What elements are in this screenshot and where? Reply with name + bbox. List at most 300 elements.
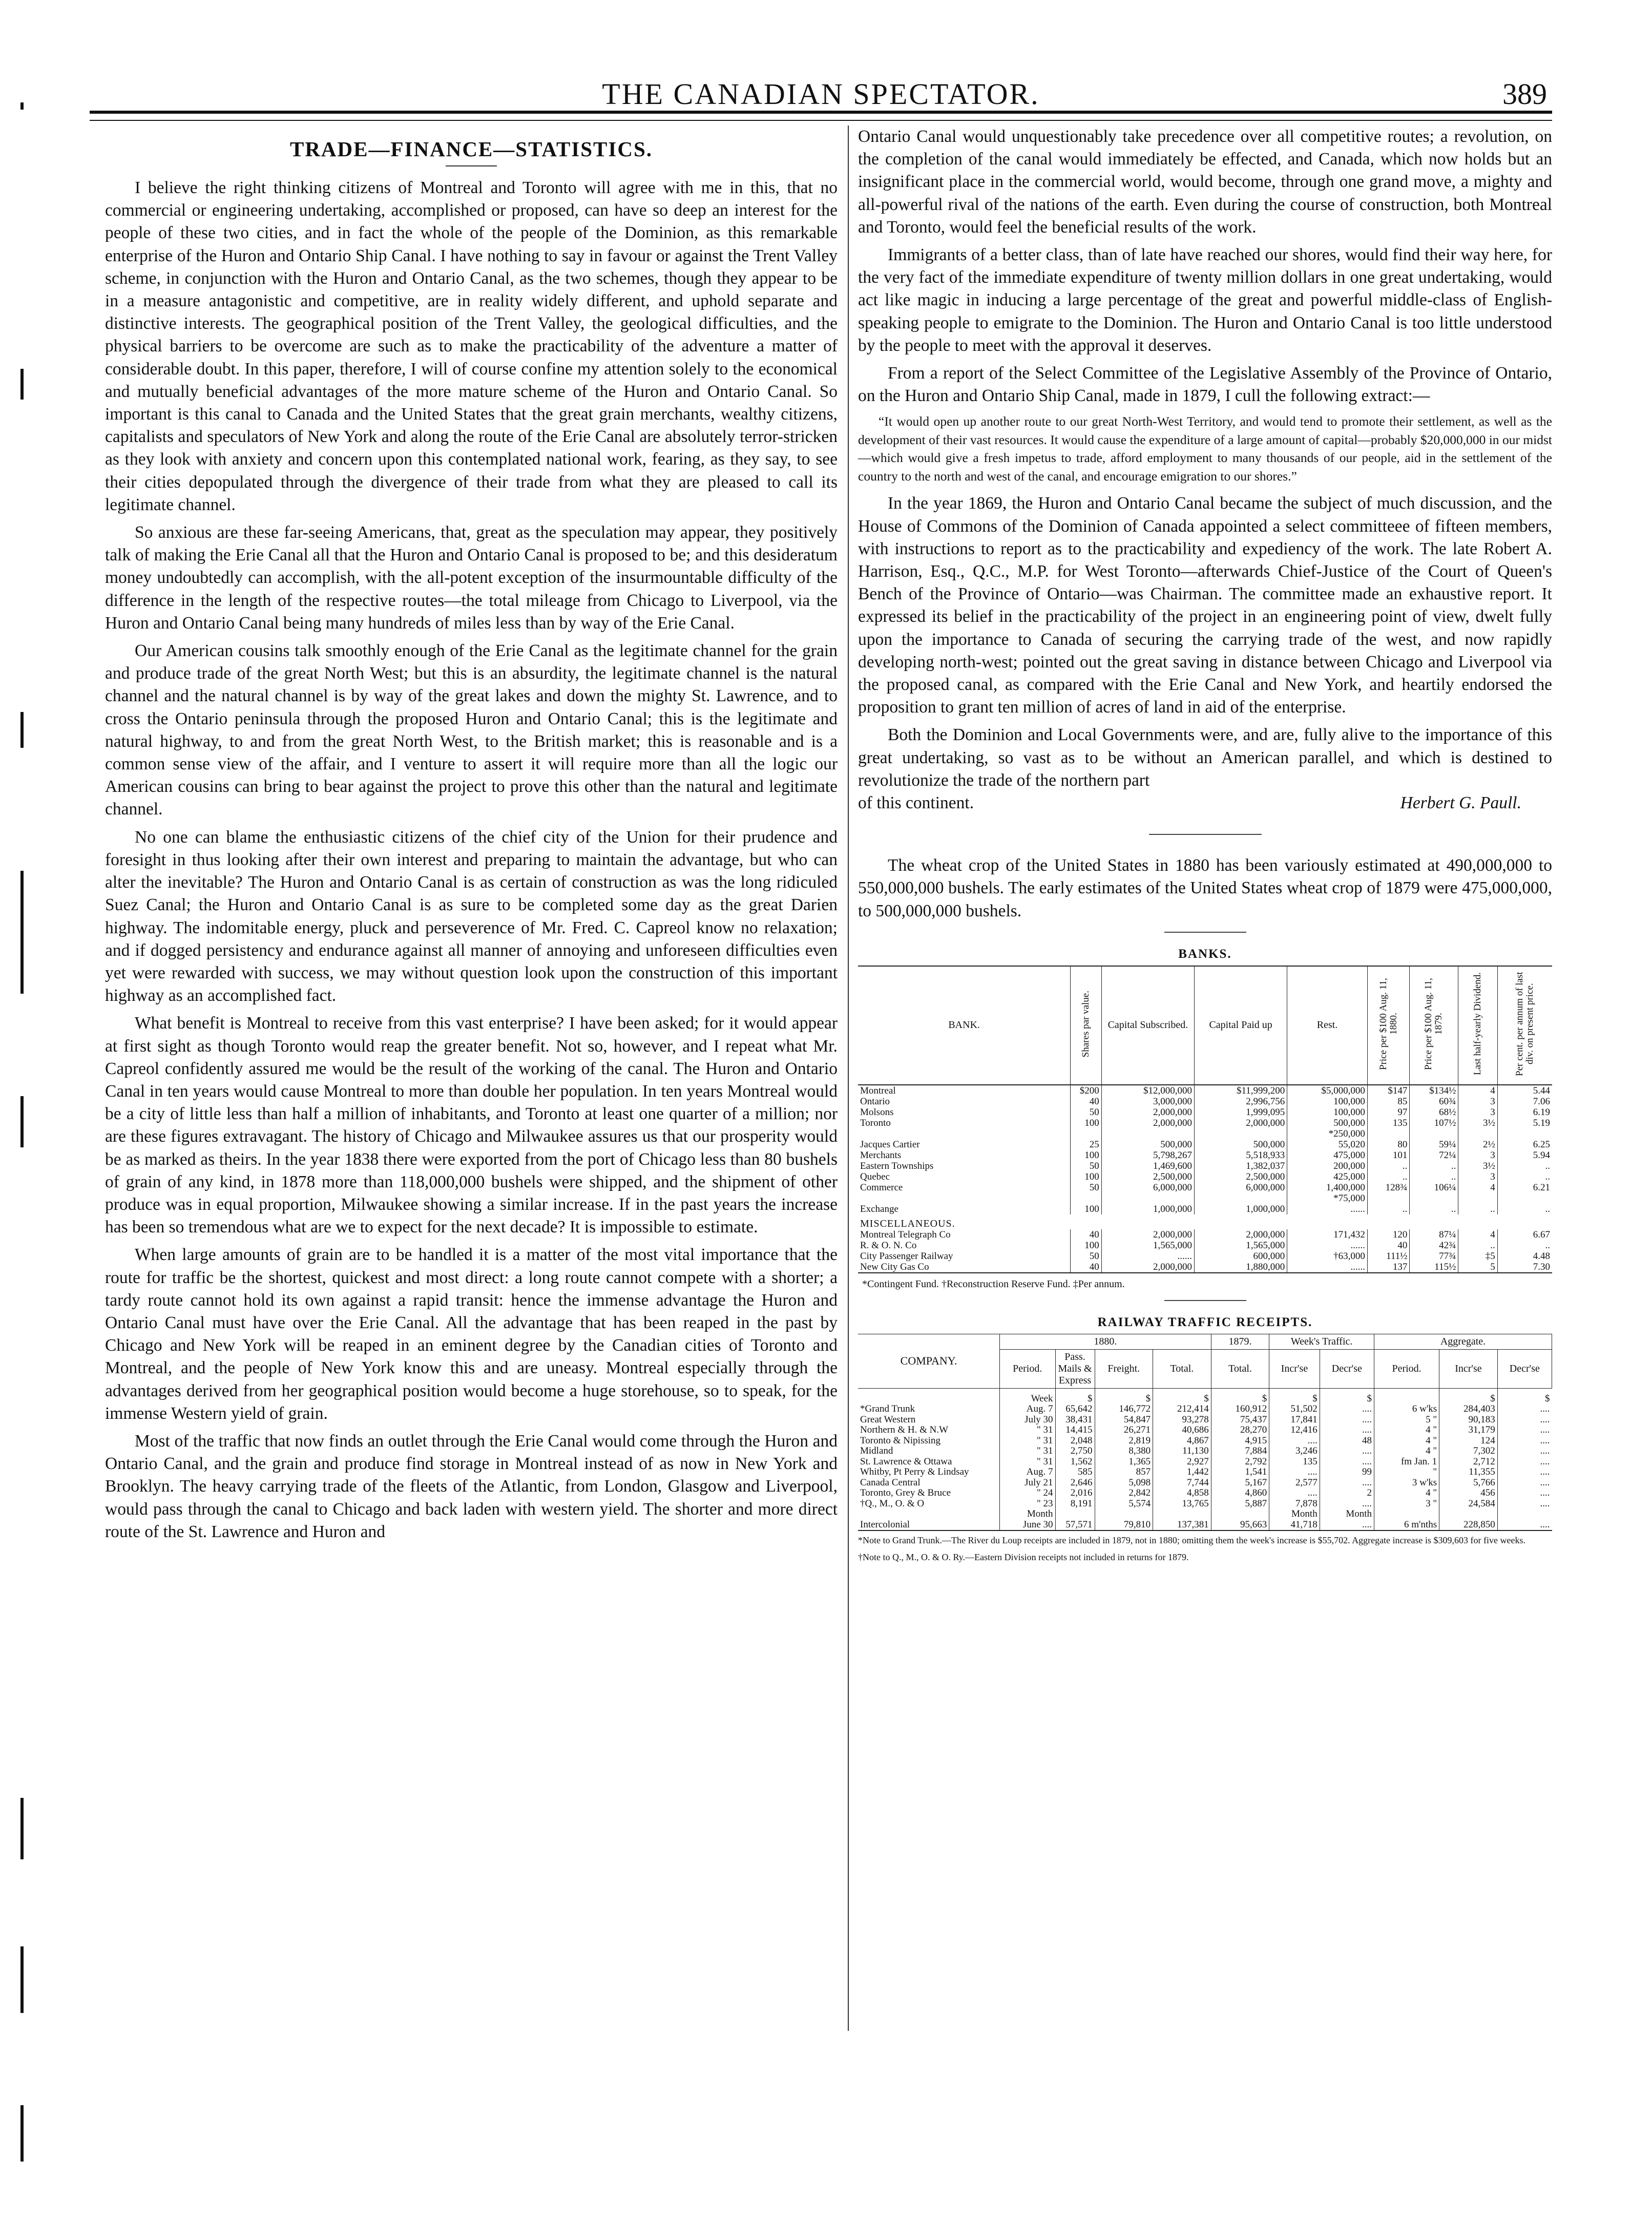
col-header-paid: Capital Paid up bbox=[1195, 966, 1287, 1085]
author-signature: Herbert G. Paull. bbox=[1400, 793, 1521, 813]
table-cell: 120 bbox=[1367, 1229, 1410, 1240]
table-cell: ‡5 bbox=[1458, 1251, 1497, 1262]
bank-row bbox=[858, 1193, 1552, 1204]
table-cell: 100 bbox=[1071, 1150, 1101, 1161]
table-cell: .... bbox=[1320, 1499, 1374, 1509]
railway-table-caption: RAILWAY TRAFFIC RECEIPTS. bbox=[1097, 1315, 1313, 1329]
table-cell bbox=[1458, 1128, 1497, 1139]
table-cell: 135 bbox=[1269, 1457, 1320, 1467]
table-cell: Whitby, Pt Perry & Lindsay bbox=[860, 1466, 969, 1478]
table-cell: Jacques Cartier bbox=[860, 1139, 920, 1150]
table-cell: 6,000,000 bbox=[1101, 1182, 1194, 1193]
table-cell: Commerce bbox=[860, 1182, 903, 1193]
railway-note: *Note to Grand Trunk.—The River du Loup receipts are included in 1879, not in 1880; omitting them the week's increase is $55,702. Aggregate increase is $309,603 for five weeks. bbox=[858, 1535, 1525, 1546]
col-header-weeks-traffic: Week's Traffic. bbox=[1269, 1334, 1374, 1349]
table-cell: $ bbox=[1095, 1388, 1153, 1404]
railway-row bbox=[858, 1499, 1552, 1509]
table-cell: 1,565,000 bbox=[1101, 1240, 1194, 1251]
table-cell: 2,646 bbox=[1055, 1478, 1095, 1488]
table-cell: .... bbox=[1497, 1415, 1552, 1425]
table-cell: fm Jan. 1 bbox=[1374, 1457, 1439, 1467]
table-cell bbox=[1458, 1193, 1497, 1204]
table-cell: 25 bbox=[1071, 1139, 1101, 1150]
table-cell: 75,437 bbox=[1211, 1415, 1269, 1425]
article-paragraph: So anxious are these far-seeing Americans, that, great as the speculation may appear, they positively talk of making the Erie Canal all that the Huron and Ontario Canal is proposed to be; and this desideratum money undoubtedly can accomplish, with the all-potent exception of the insurmountable difficulty of the difference in the length of the respective routes—the total mileage from Chicago to Liverpool, via the Huron and Ontario Canal being many hundreds of miles less than by way of the Erie Canal. bbox=[105, 523, 838, 633]
table-cell: 106¼ bbox=[1410, 1182, 1458, 1193]
header-rule bbox=[90, 111, 1552, 121]
table-cell: 2,000,000 bbox=[1101, 1229, 1194, 1240]
table-cell: 100,000 bbox=[1287, 1107, 1368, 1118]
table-cell: 128¾ bbox=[1367, 1182, 1410, 1193]
col-header-price-1880: Price per $100 Aug. 11, 1880. bbox=[1367, 966, 1410, 1085]
table-cell: $134½ bbox=[1410, 1085, 1458, 1096]
table-cell: 2,000,000 bbox=[1195, 1229, 1287, 1240]
bank-row bbox=[858, 1251, 1552, 1262]
table-cell: .. bbox=[1497, 1240, 1552, 1251]
table-cell: 14,415 bbox=[1055, 1425, 1095, 1436]
table-cell: 40 bbox=[1071, 1096, 1101, 1107]
railway-row bbox=[858, 1457, 1552, 1467]
table-cell: Merchants bbox=[860, 1149, 902, 1161]
table-cell: .... bbox=[1320, 1415, 1374, 1425]
table-cell bbox=[1153, 1509, 1211, 1520]
table-cell: 2,712 bbox=[1439, 1457, 1498, 1467]
table-cell: .... bbox=[1320, 1520, 1374, 1531]
table-cell: 100 bbox=[1071, 1118, 1101, 1128]
table-cell: 4,915 bbox=[1211, 1436, 1269, 1446]
table-cell: Northern & H. & N.W bbox=[860, 1424, 949, 1436]
article-paragraph: No one can blame the enthusiastic citizens of the chief city of the Union for their prudence and foresight in thus looking after their own interest and preparing to maintain the advantage, but who can alter the inevitable? The Huron and Ontario Canal is as certain of construction as was the long ridiculed Suez Canal; the Huron and Ontario Canal is as sure to be completed some day as the great Darien highway. The indomitable energy, pluck and perseverence of Mr. Fred. C. Capreol know no relaxation; and if dogged persistency and endurance against all manner of annoying and unforeseen difficulties even yet were rewarded with success, we may without question look upon the construction of this important highway as an accomplished fact. bbox=[105, 827, 838, 1005]
table-cell: †63,000 bbox=[1287, 1251, 1368, 1262]
table-cell: 1,400,000 bbox=[1287, 1182, 1368, 1193]
table-cell: Exchange bbox=[860, 1203, 898, 1214]
table-cell: 13,765 bbox=[1153, 1499, 1211, 1509]
page-number: 389 bbox=[1502, 77, 1547, 111]
table-cell: 6.25 bbox=[1497, 1139, 1552, 1150]
table-cell: 2,000,000 bbox=[1101, 1262, 1194, 1273]
table-cell: Toronto bbox=[860, 1117, 891, 1128]
railway-row bbox=[858, 1425, 1552, 1436]
table-cell: 4.48 bbox=[1497, 1251, 1552, 1262]
table-cell: ...... bbox=[1101, 1251, 1194, 1262]
table-cell: 475,000 bbox=[1287, 1150, 1368, 1161]
table-cell: 5,167 bbox=[1211, 1478, 1269, 1488]
table-cell: 1,382,037 bbox=[1195, 1161, 1287, 1171]
table-cell: .... bbox=[1497, 1488, 1552, 1499]
table-cell: Toronto & Nipissing bbox=[860, 1435, 941, 1446]
table-cell: 7,744 bbox=[1153, 1478, 1211, 1488]
table-cell: 50 bbox=[1071, 1161, 1101, 1171]
table-cell: 5,798,267 bbox=[1101, 1150, 1194, 1161]
table-cell: $11,999,200 bbox=[1195, 1085, 1287, 1096]
table-cell: 3,246 bbox=[1269, 1446, 1320, 1457]
table-cell: 1,541 bbox=[1211, 1467, 1269, 1478]
table-cell: Canada Central bbox=[860, 1477, 921, 1488]
table-cell: .. bbox=[1458, 1204, 1497, 1214]
table-cell: 425,000 bbox=[1287, 1171, 1368, 1182]
table-cell: 40 bbox=[1367, 1240, 1410, 1251]
table-cell: .... bbox=[1320, 1425, 1374, 1436]
banks-table bbox=[858, 966, 1552, 1273]
table-cell: " 31 bbox=[1000, 1425, 1056, 1436]
table-cell: $147 bbox=[1367, 1085, 1410, 1096]
table-cell: 7.30 bbox=[1497, 1262, 1552, 1273]
table-cell: 4 bbox=[1458, 1085, 1497, 1096]
table-cell: 2,000,000 bbox=[1195, 1118, 1287, 1128]
table-cell bbox=[1095, 1509, 1153, 1520]
table-cell: 1,565,000 bbox=[1195, 1240, 1287, 1251]
table-cell: New City Gas Co bbox=[858, 1262, 1071, 1273]
table-cell: 48 bbox=[1320, 1436, 1374, 1446]
table-cell: 857 bbox=[1095, 1467, 1153, 1478]
table-cell: Quebec bbox=[860, 1171, 890, 1182]
table-cell bbox=[858, 1193, 1071, 1204]
table-cell bbox=[1101, 1193, 1194, 1204]
bank-row bbox=[858, 1096, 1552, 1107]
banks-table-body bbox=[858, 1085, 1552, 1273]
table-cell: Toronto, Grey & Bruce bbox=[860, 1487, 951, 1499]
table-cell bbox=[1195, 1193, 1287, 1204]
table-cell: R. & O. N. Co bbox=[860, 1240, 917, 1251]
table-cell: 500,000 bbox=[1101, 1139, 1194, 1150]
table-cell: .. bbox=[1497, 1171, 1552, 1182]
railway-row bbox=[858, 1488, 1552, 1499]
table-cell: 87¼ bbox=[1410, 1229, 1458, 1240]
article-paragraph: What benefit is Montreal to receive from this vast enterprise? I have been asked; for it would appear at first sight as though Toronto would reap the greater benefit. Not so, however, and I repeat what Mr. Capreol confidently assured me would be the result of the working of the canal. The Huron and Ontario Canal in ten years would cause Montreal to more than double her population. In ten years Montreal would be a city of little less than half a million of inhabitants, and Toronto at least one quarter of a million; nor are these figures extravagant. The history of Chicago and Milwaukee assures us that our prosperity would be as marked as theirs. In the year 1838 there were exported from the port of Chicago less than 80 bushels of grain of any kind, in 1878 more than 118,000,000 bushels were shipped, and the shipment of other produce was in equal proportion, Milwaukee showing a similar increase. If in the past years the increase has been so tremendous what are we to expect for the next decade? It is impossible to estimate. bbox=[105, 1014, 838, 1237]
table-cell: Molsons bbox=[860, 1106, 894, 1118]
table-cell: 3½ bbox=[1458, 1161, 1497, 1171]
table-cell: Ontario bbox=[860, 1096, 890, 1107]
table-cell: 6 m'nths bbox=[1374, 1520, 1439, 1531]
table-cell bbox=[1439, 1509, 1498, 1520]
table-cell: .... bbox=[1497, 1520, 1552, 1531]
misc-section-row bbox=[858, 1214, 1552, 1229]
railway-row bbox=[858, 1446, 1552, 1457]
table-cell: 50 bbox=[1071, 1251, 1101, 1262]
table-cell: .. bbox=[1497, 1161, 1552, 1171]
table-cell: 7,884 bbox=[1211, 1446, 1269, 1457]
table-cell: 42¾ bbox=[1410, 1240, 1458, 1251]
table-cell: 2,048 bbox=[1055, 1436, 1095, 1446]
bank-row bbox=[858, 1128, 1552, 1139]
table-cell: 59¼ bbox=[1410, 1139, 1458, 1150]
bank-row bbox=[858, 1182, 1552, 1193]
table-cell: Aug. 7 bbox=[1000, 1404, 1056, 1415]
railway-table bbox=[858, 1334, 1552, 1532]
col-header-total-1879: Total. bbox=[1211, 1349, 1269, 1388]
table-cell bbox=[1071, 1193, 1101, 1204]
bank-row bbox=[858, 1161, 1552, 1171]
table-cell: June 30 bbox=[1000, 1520, 1056, 1531]
table-cell: .... bbox=[1320, 1446, 1374, 1457]
table-cell: 3 w'ks bbox=[1374, 1478, 1439, 1488]
left-column bbox=[105, 125, 838, 1548]
article-paragraph: Most of the traffic that now finds an outlet through the Erie Canal would come through the Huron and Ontario Canal, and the grain and produce find storage in Montreal instead of as now in New York and Brooklyn. The heavy carrying trade of the fleets of the Atlantic, from London, Glasgow and Liverpool, would pass through the canal to Chicago and back laden with western yield. The shorter and more direct route of the St. Lawrence and Huron and bbox=[105, 1431, 838, 1541]
col-header-price-1879: Price per $100 Aug. 11, 1879. bbox=[1410, 966, 1458, 1085]
table-cell: .. bbox=[1410, 1161, 1458, 1171]
table-cell: 6,000,000 bbox=[1195, 1182, 1287, 1193]
table-cell: 4,860 bbox=[1211, 1488, 1269, 1499]
table-cell: 500,000 bbox=[1287, 1118, 1368, 1128]
table-cell: " 24 bbox=[1000, 1488, 1056, 1499]
col-header-company: COMPANY. bbox=[858, 1334, 1000, 1388]
table-cell: 99 bbox=[1320, 1467, 1374, 1478]
table-cell: 2,792 bbox=[1211, 1457, 1269, 1467]
report-extract-quote: “It would open up another route to our great North-West Territory, and would tend to promote their settlement, as well as the development of their vast resources. It would cause the expenditure of a large amount of capital—probably $20,000,000 in our midst—which would give a fresh impetus to trade, afford employment to many thousands of our people, aid in the settlement of the country to the north and west of the canal, and encourage emigration to our shores.” bbox=[858, 414, 1552, 484]
col-header-pass: Pass. Mails & Express bbox=[1055, 1349, 1095, 1388]
table-cell bbox=[1071, 1128, 1101, 1139]
table-cell: $ bbox=[1211, 1388, 1269, 1404]
table-cell: 5.44 bbox=[1497, 1085, 1552, 1096]
table-cell: Midland bbox=[860, 1445, 893, 1457]
table-cell: 4,858 bbox=[1153, 1488, 1211, 1499]
table-cell: 1,365 bbox=[1095, 1457, 1153, 1467]
bank-row bbox=[858, 1085, 1552, 1096]
table-cell: .... bbox=[1497, 1478, 1552, 1488]
table-cell: 2 bbox=[1320, 1488, 1374, 1499]
railway-row bbox=[858, 1520, 1552, 1531]
table-cell: †Q., M., O. & O bbox=[860, 1498, 925, 1509]
right-column bbox=[858, 125, 1552, 1568]
table-cell: 500,000 bbox=[1195, 1139, 1287, 1150]
table-cell: 124 bbox=[1439, 1436, 1498, 1446]
table-cell: 3 " bbox=[1374, 1499, 1439, 1509]
table-cell: $ bbox=[1439, 1388, 1498, 1404]
table-cell: 7.06 bbox=[1497, 1096, 1552, 1107]
table-cell: " bbox=[1374, 1467, 1439, 1478]
table-cell: Aug. 7 bbox=[1000, 1467, 1056, 1478]
table-cell: 4 bbox=[1458, 1229, 1497, 1240]
table-cell bbox=[1367, 1193, 1410, 1204]
table-cell: $12,000,000 bbox=[1101, 1085, 1194, 1096]
table-cell bbox=[1374, 1388, 1439, 1404]
table-cell: Month bbox=[1000, 1509, 1056, 1520]
table-cell: $ bbox=[1320, 1388, 1374, 1404]
table-cell: Month bbox=[1320, 1509, 1374, 1520]
railway-row bbox=[858, 1404, 1552, 1415]
col-header-dividend: Last half-yearly Dividend. bbox=[1458, 966, 1497, 1085]
table-cell: .. bbox=[1367, 1204, 1410, 1214]
table-cell: 7,878 bbox=[1269, 1499, 1320, 1509]
table-cell: 65,642 bbox=[1055, 1404, 1095, 1415]
table-cell: 600,000 bbox=[1195, 1251, 1287, 1262]
table-cell: 1,469,600 bbox=[1101, 1161, 1194, 1171]
separator-rule bbox=[1164, 1300, 1246, 1301]
table-cell bbox=[1211, 1509, 1269, 1520]
table-cell: 68½ bbox=[1410, 1107, 1458, 1118]
table-cell: 50 bbox=[1071, 1107, 1101, 1118]
table-cell: 4 bbox=[1458, 1182, 1497, 1193]
col-header-agg-incr: Incr'se bbox=[1439, 1349, 1498, 1388]
table-cell: 31,179 bbox=[1439, 1425, 1498, 1436]
table-cell: 101 bbox=[1367, 1150, 1410, 1161]
publication-title: THE CANADIAN SPECTATOR. bbox=[602, 77, 1040, 111]
table-cell: $200 bbox=[1071, 1085, 1101, 1096]
table-cell: 3 bbox=[1458, 1107, 1497, 1118]
separator-rule bbox=[1164, 932, 1246, 933]
table-cell: 2,500,000 bbox=[1195, 1171, 1287, 1182]
table-cell: 3,000,000 bbox=[1101, 1096, 1194, 1107]
bank-row bbox=[858, 1229, 1552, 1240]
railway-row bbox=[858, 1509, 1552, 1520]
col-header-period: Period. bbox=[1000, 1349, 1056, 1388]
table-cell bbox=[1410, 1128, 1458, 1139]
col-header-subscribed: Capital Subscribed. bbox=[1101, 966, 1194, 1085]
table-cell bbox=[1195, 1128, 1287, 1139]
railway-row bbox=[858, 1467, 1552, 1478]
table-cell bbox=[1101, 1128, 1194, 1139]
table-cell: 50 bbox=[1071, 1182, 1101, 1193]
table-cell: 97 bbox=[1367, 1107, 1410, 1118]
col-header-percent: Per cent. per annum of last div. on present price. bbox=[1497, 966, 1552, 1085]
col-header-agg-period: Period. bbox=[1374, 1349, 1439, 1388]
table-cell: *Grand Trunk bbox=[860, 1403, 915, 1415]
table-cell: 212,414 bbox=[1153, 1404, 1211, 1415]
table-cell: .. bbox=[1458, 1240, 1497, 1251]
article-paragraph: Both the Dominion and Local Governments were, and are, fully alive to the importance of this great undertaking, so vast as to be without an American parallel, and which is destined to revolutionize the trade of the northern part bbox=[858, 725, 1552, 790]
table-cell: 5,887 bbox=[1211, 1499, 1269, 1509]
bank-row bbox=[858, 1118, 1552, 1128]
table-cell: *250,000 bbox=[1287, 1128, 1368, 1139]
table-cell: 5.94 bbox=[1497, 1150, 1552, 1161]
table-cell: 5 bbox=[1458, 1262, 1497, 1273]
table-cell: 11,355 bbox=[1439, 1467, 1498, 1478]
table-cell: .. bbox=[1367, 1161, 1410, 1171]
col-header-par: Shares par value. bbox=[1071, 966, 1101, 1085]
table-cell: $ bbox=[1153, 1388, 1211, 1404]
table-cell: 93,278 bbox=[1153, 1415, 1211, 1425]
table-cell: .. bbox=[1410, 1204, 1458, 1214]
col-header-bank: BANK. bbox=[858, 966, 1071, 1085]
table-cell: 585 bbox=[1055, 1467, 1095, 1478]
bank-row bbox=[858, 1150, 1552, 1161]
table-cell: 4,867 bbox=[1153, 1436, 1211, 1446]
table-cell: .. bbox=[1410, 1171, 1458, 1182]
table-cell: 111½ bbox=[1367, 1251, 1410, 1262]
table-cell: 2,577 bbox=[1269, 1478, 1320, 1488]
table-cell: .... bbox=[1497, 1446, 1552, 1457]
table-cell: Intercolonial bbox=[858, 1520, 1000, 1531]
table-cell: 5,766 bbox=[1439, 1478, 1498, 1488]
table-cell: 60¾ bbox=[1410, 1096, 1458, 1107]
railway-notes bbox=[858, 1534, 1552, 1564]
table-cell: 2,016 bbox=[1055, 1488, 1095, 1499]
table-cell: .... bbox=[1269, 1488, 1320, 1499]
table-cell: Great Western bbox=[860, 1414, 916, 1425]
table-cell: 6 w'ks bbox=[1374, 1404, 1439, 1415]
table-cell: Month bbox=[1269, 1509, 1320, 1520]
table-cell: 2½ bbox=[1458, 1139, 1497, 1150]
table-cell bbox=[858, 1509, 1000, 1520]
col-header-incr: Incr'se bbox=[1269, 1349, 1320, 1388]
table-cell: 1,000,000 bbox=[1101, 1204, 1194, 1214]
table-cell bbox=[1374, 1509, 1439, 1520]
table-cell: ...... bbox=[1287, 1240, 1368, 1251]
railway-note: †Note to Q., M., O. & O. Ry.—Eastern Division receipts not included in returns for 1879. bbox=[858, 1552, 1189, 1563]
article-paragraph: Immigrants of a better class, than of late have reached our shores, would find their way here, for the very fact of the immediate expenditure of twenty million dollars in one great undertaking, would act like magic in inducing a large percentage of the great and powerful middle-class of English-speaking people to emigrate to the Dominion. The Huron and Ontario Canal is too little understood by the people to meet with the approval it deserves. bbox=[858, 245, 1552, 355]
table-cell: .... bbox=[1320, 1478, 1374, 1488]
col-header-1880: 1880. bbox=[1000, 1334, 1211, 1349]
table-cell bbox=[858, 1388, 1000, 1404]
section-title: TRADE—FINANCE—STATISTICS. bbox=[289, 137, 653, 161]
wheat-paragraph: The wheat crop of the United States in 1880 has been variously estimated at 490,000,000 to 550,000,000 bushels. The early estimates of the United States wheat crop of 1879 were 475,000,000, to 500,000,000 bushels. bbox=[858, 856, 1552, 920]
table-cell: 1,880,000 bbox=[1195, 1262, 1287, 1273]
table-cell: .. bbox=[1367, 1171, 1410, 1182]
table-cell: 137,381 bbox=[1153, 1520, 1211, 1531]
table-cell: 51,502 bbox=[1269, 1404, 1320, 1415]
table-cell: 100 bbox=[1071, 1204, 1101, 1214]
table-cell: 100 bbox=[1071, 1171, 1101, 1182]
table-cell: 24,584 bbox=[1439, 1499, 1498, 1509]
table-cell: 2,750 bbox=[1055, 1446, 1095, 1457]
table-cell: 2,000,000 bbox=[1101, 1118, 1194, 1128]
table-cell: ...... bbox=[1287, 1262, 1368, 1273]
table-cell: .... bbox=[1497, 1404, 1552, 1415]
table-cell: ...... bbox=[1287, 1204, 1368, 1214]
table-cell: 2,500,000 bbox=[1101, 1171, 1194, 1182]
table-cell: 1,000,000 bbox=[1195, 1204, 1287, 1214]
table-cell: $5,000,000 bbox=[1287, 1085, 1368, 1096]
table-cell: 228,850 bbox=[1439, 1520, 1498, 1531]
table-cell: 3½ bbox=[1458, 1118, 1497, 1128]
table-cell: 79,810 bbox=[1095, 1520, 1153, 1531]
table-cell: .... bbox=[1269, 1436, 1320, 1446]
binding-margin-marks bbox=[14, 82, 35, 2182]
table-cell: 160,912 bbox=[1211, 1404, 1269, 1415]
table-cell: 5,098 bbox=[1095, 1478, 1153, 1488]
table-cell: .... bbox=[1497, 1436, 1552, 1446]
table-cell: 40 bbox=[1071, 1262, 1101, 1273]
table-cell: 85 bbox=[1367, 1096, 1410, 1107]
table-cell: 3 bbox=[1458, 1096, 1497, 1107]
col-header-total-1880: Total. bbox=[1153, 1349, 1211, 1388]
table-cell: .. bbox=[1497, 1204, 1552, 1214]
table-cell: 284,403 bbox=[1439, 1404, 1498, 1415]
railway-row bbox=[858, 1415, 1552, 1425]
page-header bbox=[90, 61, 1552, 118]
article-paragraph: Ontario Canal would unquestionably take precedence over all competitive routes; a revolution, on the completion of the canal would immediately be effected, and Canada, which now holds but an insignificant place in the commercial world, would become, through one grand move, a mighty and all-powerful rival of the nations of the earth. Even during the course of construction, both Montreal and Toronto, would feel the beneficial results of the work. bbox=[858, 127, 1552, 237]
table-cell: 137 bbox=[1367, 1262, 1410, 1273]
table-cell bbox=[1497, 1509, 1552, 1520]
table-cell: Week bbox=[1000, 1388, 1056, 1404]
table-cell: $ bbox=[1497, 1388, 1552, 1404]
railway-table-body bbox=[858, 1388, 1552, 1530]
table-cell: 115½ bbox=[1410, 1262, 1458, 1273]
table-cell bbox=[1367, 1128, 1410, 1139]
table-cell: 8,191 bbox=[1055, 1499, 1095, 1509]
table-cell bbox=[1497, 1128, 1552, 1139]
table-cell: 146,772 bbox=[1095, 1404, 1153, 1415]
table-cell: 2,927 bbox=[1153, 1457, 1211, 1467]
table-cell: 1,562 bbox=[1055, 1457, 1095, 1467]
table-cell: 77¾ bbox=[1410, 1251, 1458, 1262]
table-cell: 4 " bbox=[1374, 1488, 1439, 1499]
table-cell: .... bbox=[1497, 1499, 1552, 1509]
closing-text: of this continent. bbox=[858, 793, 974, 813]
separator-rule bbox=[1149, 834, 1262, 835]
table-cell: 5,518,933 bbox=[1195, 1150, 1287, 1161]
table-cell: Eastern Townships bbox=[860, 1160, 934, 1171]
table-cell: Montreal Telegraph Co bbox=[860, 1229, 951, 1240]
table-cell: 456 bbox=[1439, 1488, 1498, 1499]
table-cell: Montreal bbox=[860, 1085, 896, 1096]
col-header-freight: Freight. bbox=[1095, 1349, 1153, 1388]
bank-row bbox=[858, 1171, 1552, 1182]
table-cell: 4 " bbox=[1374, 1425, 1439, 1436]
col-header-decr: Decr'se bbox=[1320, 1349, 1374, 1388]
table-cell: 57,571 bbox=[1055, 1520, 1095, 1531]
table-cell: 80 bbox=[1367, 1139, 1410, 1150]
